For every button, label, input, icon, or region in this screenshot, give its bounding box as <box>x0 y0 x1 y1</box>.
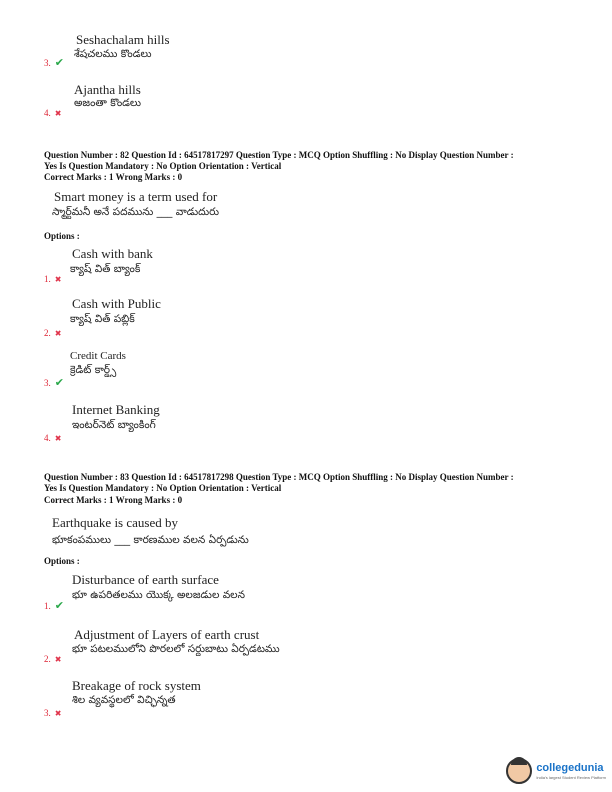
option-text-te: శేషచలము కొండలు <box>74 48 152 60</box>
cross-icon: ✖ <box>54 655 62 664</box>
option-2[interactable] <box>44 649 61 667</box>
question-marks: Correct Marks : 1 Wrong Marks : 0 <box>44 172 183 182</box>
option-text-te: క్యాష్ విత్ బ్యాంక్ <box>70 263 141 275</box>
option-1[interactable] <box>44 269 61 287</box>
question-text-te: స్మార్ట్‌మనీ అనే పదమును ___ వాడుదురు <box>52 206 220 218</box>
cross-icon: ✖ <box>54 329 62 338</box>
check-icon: ✔ <box>54 376 64 389</box>
option-number: 4. <box>44 433 51 443</box>
option-text-en: Cash with bank <box>72 246 153 261</box>
collegedunia-logo <box>506 758 606 784</box>
option-3[interactable] <box>44 703 61 721</box>
mascot-icon <box>506 758 532 784</box>
option-text-te: క్రెడిట్ కార్డ్స్ <box>70 364 117 376</box>
option-4[interactable] <box>44 428 61 446</box>
option-text-te: శిల వ్యవస్థలలో విచ్ఛిన్నత <box>72 694 176 706</box>
option-text-te: క్యాష్ విత్ పబ్లిక్ <box>70 313 135 325</box>
option-number: 2. <box>44 654 51 664</box>
option-number: 1. <box>44 274 51 284</box>
logo-name: collegedunia <box>536 761 604 774</box>
option-text-te: భూ ఉపరితలము యొక్క అలజడుల వలన <box>72 589 246 601</box>
logo-tagline: India's largest Student Review Platform <box>536 774 606 780</box>
cross-icon: ✖ <box>54 275 62 284</box>
question-text-en: Smart money is a term used for <box>54 189 218 204</box>
check-icon: ✔ <box>54 56 64 69</box>
option-number: 1. <box>44 601 51 611</box>
option-number: 3. <box>44 708 51 718</box>
option-text-en: Breakage of rock system <box>72 678 201 693</box>
question-meta: Yes Is Question Mandatory : No Option Orientation : Vertical <box>44 483 282 493</box>
cross-icon: ✖ <box>54 109 62 118</box>
option-text-te: అజంతా కొండలు <box>74 97 141 109</box>
question-meta: Question Number : 83 Question Id : 64517817298 Question Type : MCQ Option Shuffling : No Display Question Number : <box>44 472 514 482</box>
option-number: 3. <box>44 58 51 68</box>
option-text-en: Disturbance of earth surface <box>72 572 219 587</box>
option-number: 3. <box>44 378 51 388</box>
cross-icon: ✖ <box>54 709 62 718</box>
option-number: 4. <box>44 108 51 118</box>
option-text-en: Seshachalam hills <box>76 32 170 47</box>
cross-icon: ✖ <box>54 434 62 443</box>
question-text-en: Earthquake is caused by <box>52 515 178 530</box>
option-4[interactable] <box>44 103 61 121</box>
option-3[interactable] <box>44 53 64 71</box>
option-number: 2. <box>44 328 51 338</box>
option-text-te: ఇంటర్‌నెట్ బ్యాంకింగ్ <box>72 419 156 431</box>
option-2[interactable] <box>44 323 61 341</box>
option-3[interactable] <box>44 373 64 391</box>
question-meta: Question Number : 82 Question Id : 64517817297 Question Type : MCQ Option Shuffling : No Display Question Number : <box>44 150 514 160</box>
check-icon: ✔ <box>54 599 64 612</box>
option-text-te: భూ పటలములోని పొరలలో సర్దుబాటు ఏర్పడటము <box>72 643 280 655</box>
option-text-en: Adjustment of Layers of earth crust <box>74 627 260 642</box>
option-text-en: Internet Banking <box>72 402 160 417</box>
question-marks: Correct Marks : 1 Wrong Marks : 0 <box>44 495 183 505</box>
question-meta: Yes Is Question Mandatory : No Option Orientation : Vertical <box>44 161 282 171</box>
options-label: Options : <box>44 231 80 241</box>
options-label: Options : <box>44 556 80 566</box>
option-text-en: Ajantha hills <box>74 82 141 97</box>
question-text-te: భూకంపములు ___ కారణముల వలన ఏర్పడును <box>52 534 249 546</box>
option-text-en: Cash with Public <box>72 296 161 311</box>
option-text-en: Credit Cards <box>70 350 126 362</box>
option-1[interactable] <box>44 596 64 614</box>
